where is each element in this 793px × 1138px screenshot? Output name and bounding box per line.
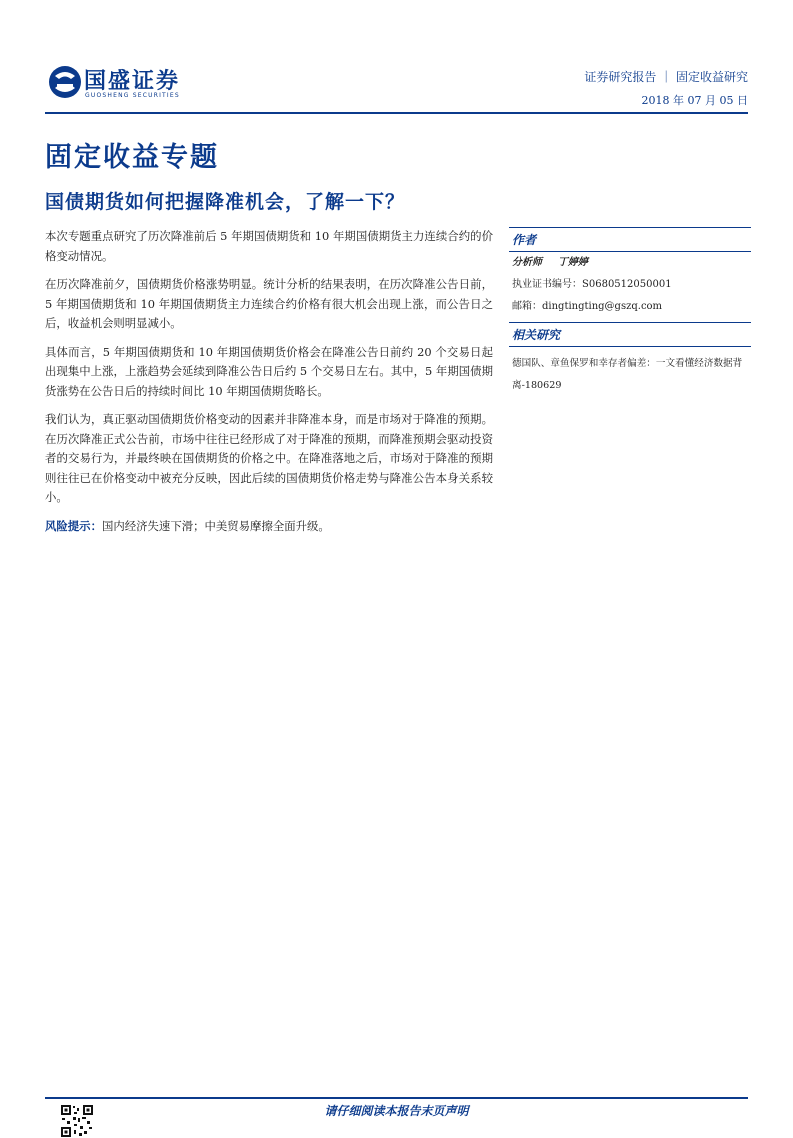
footer-divider xyxy=(45,1097,748,1099)
page-subtitle: 国债期货如何把握降准机会，了解一下？ xyxy=(45,191,406,213)
report-date: 2018 年 07 月 05 日 xyxy=(641,94,748,107)
qr-code-icon xyxy=(60,1104,94,1138)
risk-warning xyxy=(45,517,493,537)
sidebar xyxy=(509,227,751,403)
report-body xyxy=(45,227,493,545)
paragraph-4: 我们认为，真正驱动国债期货价格变动的因素并非降准本身，而是市场对于降准的预期。在历次降准正式公告前，市场中往往已经形成了对于降准的预期，而降准预期会驱动投资者的交易行为，并最终映在国债期货的价格之中。在降准落地之后，市场对于降准的预期则往往已在价格变动中被充分反映，因此后续的国债期货价格走势与降准公告本身关系较小。 xyxy=(45,412,493,504)
author-heading: 作者 xyxy=(509,227,751,252)
license-number: S0680512050001 xyxy=(582,279,672,290)
footer-disclaimer: 请仔细阅读本报告末页声明 xyxy=(324,1104,469,1118)
risk-label: 风险提示： xyxy=(45,518,102,533)
email-row xyxy=(509,296,751,318)
related-heading: 相关研究 xyxy=(509,322,751,347)
header-divider xyxy=(45,112,748,114)
related-item-1[interactable]: 德国队、章鱼保罗和幸存者偏差：一文看懂经济数据背离-180629 xyxy=(512,358,743,391)
paragraph-1: 本次专题重点研究了历次降准前后 5 年期国债期货和 10 年期国债期货主力连续合约的价格变动情况。 xyxy=(45,229,493,263)
page-title: 固定收益专题 xyxy=(45,142,219,173)
analyst-name: 丁婷婷 xyxy=(557,257,588,268)
license-row xyxy=(509,274,751,296)
paragraph-3: 具体而言，5 年期国债期货和 10 年期国债期货价格会在降准公告日前约 20 个交易日起出现集中上涨，上涨趋势会延续到降准公告日后约 5 个交易日左右。其中，5 年期国债期货涨势在公告日后的持续时间比 10 年期国债期货略长。 xyxy=(45,344,493,398)
paragraph-2: 在历次降准前夕，国债期货价格涨势明显。统计分析的结果表明，在历次降准公告日前，5 年期国债期货和 10 年期国债期货主力连续合约价格有很大机会出现上涨，而公告日之后，收益机会则明显减小。 xyxy=(45,277,493,330)
analyst-row xyxy=(509,252,751,274)
risk-text: 国内经济失速下滑；中美贸易摩擦全面升级。 xyxy=(101,518,330,533)
analyst-label: 分析师 xyxy=(512,257,542,268)
email-label: 邮箱： xyxy=(512,301,542,312)
license-label: 执业证书编号： xyxy=(512,279,582,290)
brand-english-name: GUOSHENG SECURITIES xyxy=(85,92,180,99)
report-type: 证券研究报告 ｜ 固定收益研究 xyxy=(584,70,748,84)
brand-name: 国盛证券 xyxy=(84,69,181,94)
email-address[interactable]: dingtingting@gszq.com xyxy=(542,301,663,312)
